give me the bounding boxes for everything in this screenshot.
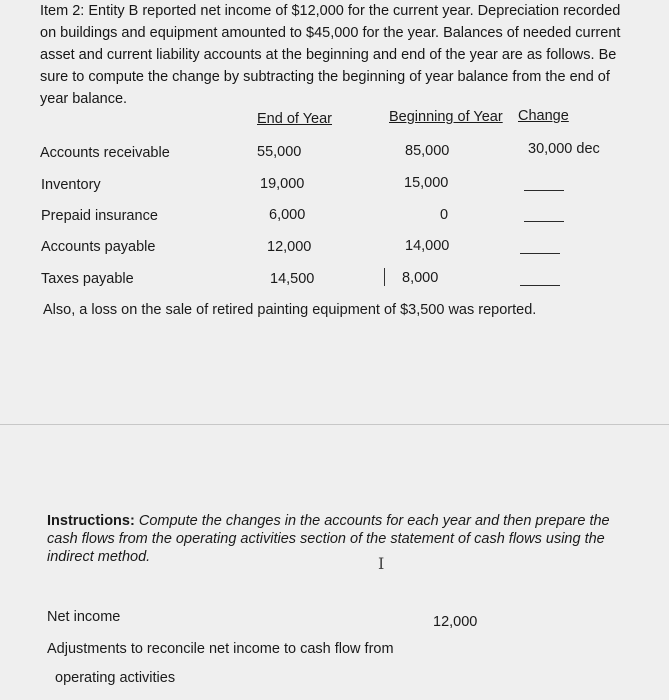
instructions-text: Compute the changes in the accounts for each year and then prepare the cash flows from the operating activities section of the statement of cash flows using the indirect method. bbox=[47, 513, 610, 565]
loss-note: Also, a loss on the sale of retired painting equipment of $3,500 was reported. bbox=[43, 302, 537, 318]
text-cursor-bar bbox=[384, 268, 385, 286]
row-end-accounts-receivable: 55,000 bbox=[257, 144, 302, 160]
section-divider bbox=[0, 424, 669, 425]
adjustments-label-cont: operating activities bbox=[55, 670, 176, 686]
row-begin-taxes-payable: 8,000 bbox=[402, 270, 439, 286]
row-begin-accounts-payable: 14,000 bbox=[405, 238, 450, 254]
change-blank-prepaid-insurance[interactable] bbox=[524, 221, 564, 222]
row-begin-accounts-receivable: 85,000 bbox=[405, 143, 450, 159]
change-blank-taxes-payable[interactable] bbox=[520, 285, 560, 286]
row-label-accounts-payable: Accounts payable bbox=[41, 239, 156, 255]
row-label-inventory: Inventory bbox=[41, 177, 101, 193]
adjustments-label: Adjustments to reconcile net income to cash flow from bbox=[47, 641, 394, 657]
row-end-taxes-payable: 14,500 bbox=[270, 271, 315, 287]
header-end-of-year: End of Year bbox=[257, 111, 332, 127]
net-income-label: Net income bbox=[47, 609, 121, 625]
problem-intro: Item 2: Entity B reported net income of $12,000 for the current year. Depreciation recorded on buildings and equipment amounted to $45,000 for the year. Balances of needed current asset and current liability accounts at the beginning and end of the year are as follows. Be sure to compute the change by subtracting the beginning of year balance from the end of year balance. bbox=[40, 3, 621, 107]
row-label-taxes-payable: Taxes payable bbox=[41, 271, 134, 287]
header-change: Change bbox=[518, 108, 569, 124]
instructions-label: Instructions: bbox=[47, 513, 135, 529]
row-label-prepaid-insurance: Prepaid insurance bbox=[41, 208, 158, 224]
header-beginning-of-year: Beginning of Year bbox=[389, 109, 503, 125]
change-blank-inventory[interactable] bbox=[524, 190, 564, 191]
row-begin-inventory: 15,000 bbox=[404, 175, 449, 191]
row-change-accounts-receivable: 30,000 dec bbox=[528, 141, 600, 157]
text-cursor-icon: I bbox=[378, 554, 385, 573]
row-end-accounts-payable: 12,000 bbox=[267, 239, 312, 255]
row-label-accounts-receivable: Accounts receivable bbox=[40, 145, 170, 161]
instructions-block bbox=[47, 512, 617, 566]
change-blank-accounts-payable[interactable] bbox=[520, 253, 560, 254]
row-begin-prepaid-insurance: 0 bbox=[440, 207, 449, 223]
row-end-inventory: 19,000 bbox=[260, 176, 305, 192]
net-income-value: 12,000 bbox=[433, 614, 478, 630]
row-end-prepaid-insurance: 6,000 bbox=[269, 207, 306, 223]
